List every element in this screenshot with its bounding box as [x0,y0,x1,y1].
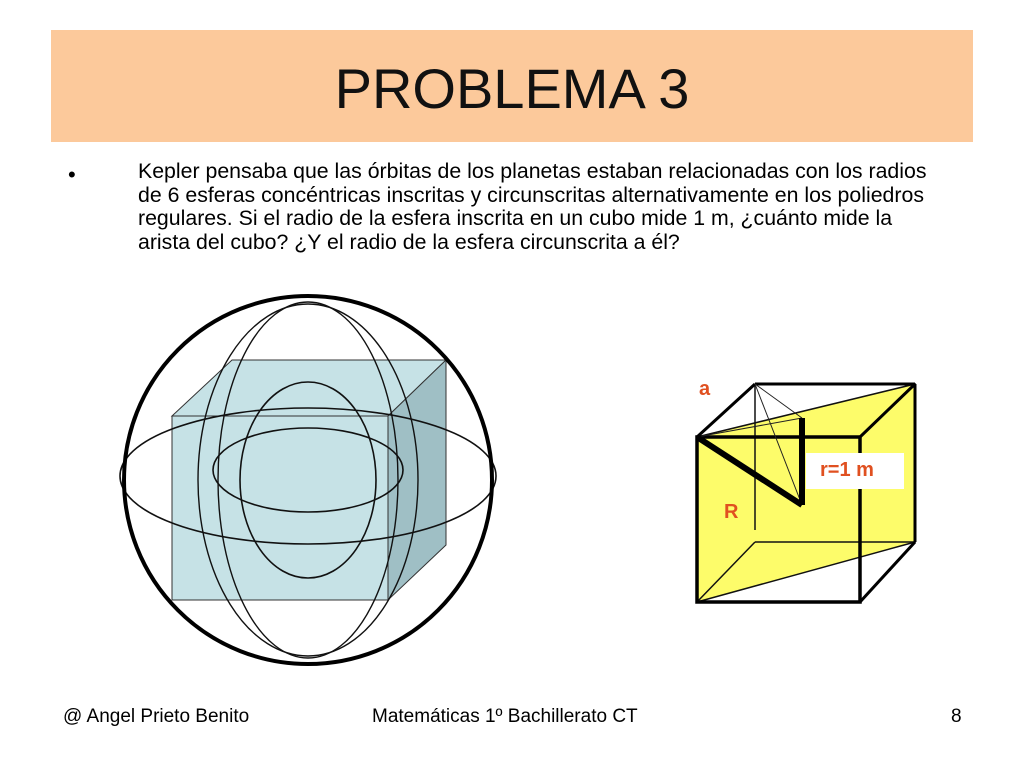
footer-course: Matemáticas 1º Bachillerato CT [372,706,638,727]
outer-radius-label: R [724,501,739,523]
bullet-marker: • [68,162,76,187]
footer-author: @ Angel Prieto Benito [63,706,250,727]
slide-title: PROBLEMA 3 [334,57,690,120]
inner-radius-label: r=1 m [820,459,874,481]
edge-label-a: a [699,378,711,400]
footer-page-number: 8 [951,706,962,727]
problem-statement: Kepler pensaba que las órbitas de los planetas estaban relacionadas con los radios de 6 esferas concéntricas inscritas y circunscritas alternativamente en los poliedros regulares. Si el radio de la esfera inscrita en un cubo mide 1 m, ¿cuánto mide la arista del cubo? ¿Y el radio de la esfera circunscrita a él? [138,159,927,254]
